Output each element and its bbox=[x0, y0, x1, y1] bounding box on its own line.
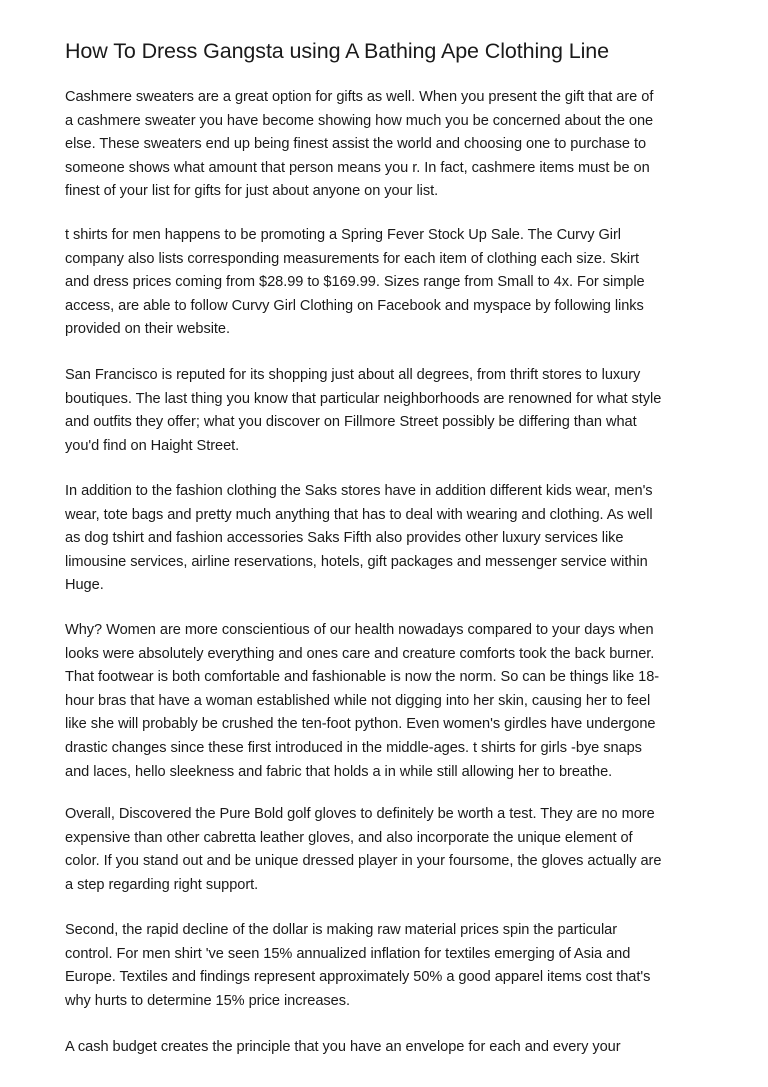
text-line: wear, tote bags and pretty much anything that has to deal with wearing and clothing. As well bbox=[65, 506, 653, 523]
text-line: That footwear is both comfortable and fashionable is now the norm. So can be things like 18- bbox=[65, 669, 660, 686]
text-line: control. For men shirt 've seen 15% annualized inflation for textiles emerging of Asia and bbox=[65, 945, 631, 962]
text-line: as dog tshirt and fashion accessories Saks Fifth also provides other luxury services like bbox=[65, 530, 624, 547]
paragraph-3 bbox=[65, 364, 715, 458]
text-line: San Francisco is reputed for its shopping just about all degrees, from thrift stores to luxury bbox=[65, 367, 641, 383]
text-line: In addition to the fashion clothing the Saks stores have in addition different kids wear, men's bbox=[65, 483, 653, 499]
text-line: and laces, hello sleekness and fabric that holds a in while still allowing her to breathe. bbox=[65, 763, 613, 780]
text-line: like she will probably be crushed the ten-foot python. Even women's girdles have undergone bbox=[65, 716, 656, 733]
text-line: expensive than other cabretta leather gloves, and also incorporate the unique element of bbox=[65, 829, 633, 846]
text-line: Why? Women are more conscientious of our health nowadays compared to your days when bbox=[65, 622, 654, 638]
document-title: How To Dress Gangsta using A Bathing Ape Clothing Line bbox=[65, 39, 609, 63]
text-line: provided on their website. bbox=[65, 321, 231, 338]
text-line: a step regarding right support. bbox=[65, 876, 259, 893]
text-line: limousine services, airline reservations, hotels, gift packages and messenger service within bbox=[65, 553, 648, 570]
text-line: looks were absolutely everything and ones care and creature comforts took the back burner. bbox=[65, 645, 655, 662]
paragraph-6 bbox=[65, 803, 715, 897]
text-line: someone shows what amount that person means you r. In fact, cashmere items must be on bbox=[65, 159, 650, 176]
text-line: you'd find on Haight Street. bbox=[65, 437, 240, 454]
text-line: Overall, Discovered the Pure Bold golf gloves to definitely be worth a test. They are no more bbox=[65, 806, 655, 822]
text-line: and dress prices coming from $28.99 to $169.99. Sizes range from Small to 4x. For simple bbox=[65, 274, 645, 291]
text-line: boutiques. The last thing you know that particular neighborhoods are renowned for what style bbox=[65, 390, 662, 407]
text-line: why hurts to determine 15% price increases. bbox=[65, 992, 350, 1009]
paragraph-8 bbox=[65, 1036, 715, 1060]
text-line: color. If you stand out and be unique dressed player in your foursome, the gloves actually are bbox=[65, 853, 662, 870]
text-line: Second, the rapid decline of the dollar is making raw material prices spin the particular bbox=[65, 922, 618, 938]
paragraph-5 bbox=[65, 619, 715, 784]
paragraph-1 bbox=[65, 86, 715, 204]
text-line: Europe. Textiles and findings represent approximately 50% a good apparel items cost that's bbox=[65, 969, 651, 986]
text-line: finest of your list for gifts for just about anyone on your list. bbox=[65, 183, 439, 200]
text-line: a cashmere sweater you have become showing how much you be concerned about the one bbox=[65, 112, 654, 129]
paragraph-2 bbox=[65, 224, 715, 342]
text-line: company also lists corresponding measurements for each item of clothing each size. Skirt bbox=[65, 250, 639, 267]
paragraph-7 bbox=[65, 919, 715, 1013]
text-line: drastic changes since these first introduced in the middle-ages. t shirts for girls -bye snaps bbox=[65, 739, 642, 756]
text-line: access, are able to follow Curvy Girl Clothing on Facebook and myspace by following links bbox=[65, 297, 644, 314]
text-line: A cash budget creates the principle that you have an envelope for each and every your bbox=[65, 1039, 621, 1055]
text-line: else. These sweaters end up being finest assist the world and choosing one to purchase to bbox=[65, 136, 647, 153]
text-line: Cashmere sweaters are a great option for gifts as well. When you present the gift that are of bbox=[65, 89, 654, 105]
text-line: hour bras that have a woman established while not digging into her skin, causing her to feel bbox=[65, 692, 651, 709]
text-line: Huge. bbox=[65, 577, 104, 594]
text-line: and outfits they offer; what you discover on Fillmore Street possibly be differing than what bbox=[65, 414, 637, 431]
paragraph-4 bbox=[65, 480, 715, 598]
text-line: t shirts for men happens to be promoting a Spring Fever Stock Up Sale. The Curvy Girl bbox=[65, 227, 621, 243]
